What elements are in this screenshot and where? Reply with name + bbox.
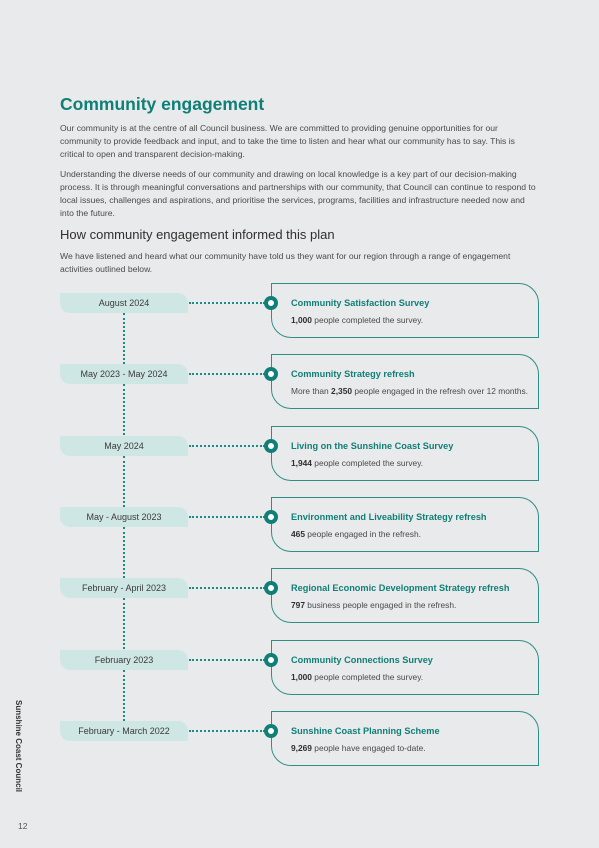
timeline-node-icon xyxy=(264,510,278,524)
result-figure: 9,269 xyxy=(291,743,312,753)
engagement-result xyxy=(291,386,528,396)
intro-paragraph-2: Understanding the diverse needs of our community and drawing on local knowledge is a key part of our decision-making process. It is through meaningful conversations and partnerships with our community, that Council can continue to respond to local issues, challenges and aspirations, and prioritise the services, programs, facilities and infrastructure needed now and into the future. xyxy=(60,169,536,218)
page-number: 12 xyxy=(18,821,28,831)
result-figure: 2,350 xyxy=(331,386,353,396)
timeline-date: February - April 2023 xyxy=(60,578,188,598)
timeline-link xyxy=(189,516,265,518)
engagement-result xyxy=(291,600,456,610)
engagement-result xyxy=(291,529,421,539)
engagement-card xyxy=(271,711,539,766)
timeline-node-icon xyxy=(264,653,278,667)
result-figure: 797 xyxy=(291,600,305,610)
result-figure: 1,000 xyxy=(291,315,312,325)
timeline-connector xyxy=(123,384,125,435)
engagement-result xyxy=(291,315,423,325)
result-text: people engaged in the refresh over 12 months. xyxy=(352,386,529,396)
timeline-connector xyxy=(123,527,125,578)
engagement-card xyxy=(271,354,539,409)
engagement-card xyxy=(271,568,539,623)
page-title: Community engagement xyxy=(60,94,265,114)
timeline-connector xyxy=(123,598,125,649)
engagement-result xyxy=(291,458,423,468)
timeline-node-icon xyxy=(264,367,278,381)
engagement-title: Living on the Sunshine Coast Survey xyxy=(291,441,454,451)
section-subtitle: How community engagement informed this plan xyxy=(60,227,335,242)
timeline-link xyxy=(189,445,265,447)
timeline-connector xyxy=(123,670,125,721)
engagement-card xyxy=(271,640,539,695)
timeline-connector xyxy=(123,313,125,364)
section-intro: We have listened and heard what our community have told us they want for our region through a range of engagement activities outlined below. xyxy=(60,251,511,274)
engagement-card xyxy=(271,426,539,481)
timeline-link xyxy=(189,659,265,661)
result-text: business people engaged in the refresh. xyxy=(304,600,457,610)
result-figure: 1,000 xyxy=(291,672,312,682)
engagement-title: Community Satisfaction Survey xyxy=(291,298,430,308)
result-text: people completed the survey. xyxy=(311,672,424,682)
engagement-card xyxy=(271,283,539,338)
timeline-link xyxy=(189,587,265,589)
side-label: Sunshine Coast Council xyxy=(14,700,23,793)
engagement-title: Sunshine Coast Planning Scheme xyxy=(291,726,440,736)
engagement-card xyxy=(271,497,539,552)
engagement-result xyxy=(291,672,423,682)
timeline-link xyxy=(189,373,265,375)
result-text: people have engaged to-date. xyxy=(311,743,426,753)
result-text: people completed the survey. xyxy=(311,458,424,468)
timeline-node-icon xyxy=(264,581,278,595)
engagement-title: Regional Economic Development Strategy refresh xyxy=(291,583,510,593)
timeline-date: May 2024 xyxy=(60,436,188,456)
engagement-title: Community Connections Survey xyxy=(291,655,433,665)
timeline-node-icon xyxy=(264,724,278,738)
result-text: people engaged in the refresh. xyxy=(304,529,421,539)
timeline-link xyxy=(189,302,265,304)
timeline-date: February - March 2022 xyxy=(60,721,188,741)
timeline-date: May 2023 - May 2024 xyxy=(60,364,188,384)
timeline-node-icon xyxy=(264,439,278,453)
timeline-date: February 2023 xyxy=(60,650,188,670)
timeline-date: May - August 2023 xyxy=(60,507,188,527)
engagement-title: Community Strategy refresh xyxy=(291,369,415,379)
result-text: people completed the survey. xyxy=(311,315,424,325)
engagement-result xyxy=(291,743,426,753)
intro-paragraph-1: Our community is at the centre of all Council business. We are committed to providing genuine opportunities for our community to provide feedback and input, and to take the time to listen and hear what our community has to say. This is critical to open and transparent decision-making. xyxy=(60,123,515,159)
timeline-link xyxy=(189,730,265,732)
timeline-connector xyxy=(123,456,125,507)
timeline-date: August 2024 xyxy=(60,293,188,313)
result-figure: 1,944 xyxy=(291,458,312,468)
result-figure: 465 xyxy=(291,529,305,539)
engagement-title: Environment and Liveability Strategy refresh xyxy=(291,512,487,522)
result-prefix: More than xyxy=(291,386,332,396)
timeline-node-icon xyxy=(264,296,278,310)
